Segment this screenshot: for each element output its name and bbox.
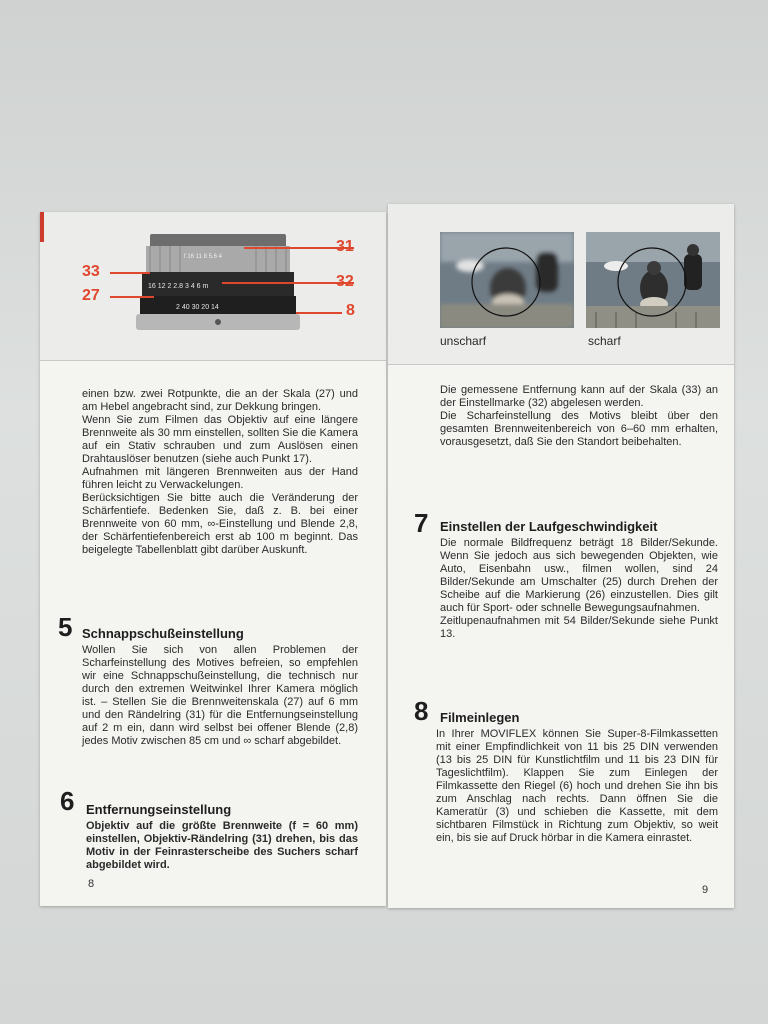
callout-31: 31 bbox=[336, 238, 354, 255]
photo-scharf bbox=[586, 232, 720, 328]
page-9 bbox=[388, 204, 734, 908]
illustration-band bbox=[40, 212, 386, 361]
photo-band bbox=[388, 204, 734, 365]
section-7-title: Einstellen der Laufgeschwindigkeit bbox=[440, 519, 658, 534]
caption-unscharf: unscharf bbox=[440, 334, 487, 348]
page8-intro-text: einen bzw. zwei Rotpunkte, die an der Skala (27) und am Hebel angebracht sind, zur Dekkung bringen. Wenn Sie zum Filmen das Objektiv auf eine längere Brennweite als 30 mm einstellen, sollten Sie die Kamera auf ein Stativ schrauben und zum Auslösen einen Drahtauslöser benutzen (siehe auch Punkt 17). Aufnahmen mit längeren Brennweiten aus der Hand führen leicht zu Verwackelungen. Berücksichtigen Sie bitte auch die Veränderung der Schärfentiefe. Bedenken Sie, daß z. B. bei einer Brennweite von 60 mm, ∞-Einstellung und Blende 2,8, der Schärfentiefenbereich erst ab 100 m beginnt. Das beigelegte Tabellenblatt gibt darüber Auskunft. bbox=[82, 388, 358, 556]
section-7-number: 7 bbox=[414, 508, 429, 538]
focal-scale-text: 16 12 2 2.8 3 4 6 m bbox=[148, 283, 209, 290]
caption-scharf: scharf bbox=[588, 334, 621, 348]
section-6-title: Entfernungseinstellung bbox=[86, 802, 232, 817]
section-5-text: Wollen Sie sich von allen Problemen der Scharfeinstellung des Motives befreien, so empfehlen wir eine Schnappschußeinstellung, die technisch nur durch den extremen Weitwinkel Ihrer Kamera möglich ist. – Stellen Sie die Brennweitenskala (27) auf 6 mm und den Rändelring (31) für die Entfernungseinstellung auf 2 m ein, dann wird selbst bei offener Blende (2,8) jedes Motiv zwischen 85 cm und ∞ scharf abgebildet. bbox=[82, 644, 358, 747]
callout-33: 33 bbox=[82, 263, 100, 280]
red-page-edge bbox=[40, 212, 44, 242]
page9-intro-text: Die gemessene Entfernung kann auf der Skala (33) an der Einstellmarke (32) abgelesen werden. Die Scharfeinstellung des Motivs bleibt über den gesamten Brennweitenbereich von 6–60 mm erhalten, vorausgesetzt, daß Sie den Standort beibehalten. bbox=[440, 384, 718, 448]
section-8-number: 8 bbox=[414, 696, 429, 726]
page-8 bbox=[40, 212, 386, 906]
section-7-text: Die normale Bildfrequenz beträgt 18 Bilder/Sekunde. Wenn Sie jedoch aus sich bewegenden Objekten, wie Auto, Eisenbahn usw., filmen wollen, sind 24 Bilder/Sekunde am Umschalter (25) durch Drehen der Scheibe auf die Markierung (26) einzustellen. Dies gilt auch für Sport- oder schnelle Bewegungsaufnahmen. Zeitlupenaufnahmen mit 54 Bilder/Sekunde siehe Punkt 13. bbox=[440, 537, 718, 640]
page-number-9: 9 bbox=[702, 884, 709, 896]
distance-scale-text: 2 40 30 20 14 bbox=[176, 304, 219, 311]
page-number-8: 8 bbox=[88, 878, 95, 890]
section-5-number: 5 bbox=[58, 612, 73, 642]
photo-unscharf bbox=[440, 232, 574, 328]
section-8-title: Filmeinlegen bbox=[440, 710, 520, 725]
aperture-scale-text: f 16 11 8 5.6 4 bbox=[184, 254, 222, 260]
callout-8: 8 bbox=[346, 302, 355, 319]
sharp-boat-photo bbox=[586, 232, 720, 328]
callout-32: 32 bbox=[336, 273, 354, 290]
section-6-text: Objektiv auf die größte Brennweite (f = 60 mm) einstellen, Objektiv-Rändelring (31) drehen, bis das Motiv in der Feinrasterscheibe des Suchers scharf abgebildet wird. bbox=[86, 820, 358, 871]
section-6-number: 6 bbox=[60, 786, 75, 816]
blurred-boat-photo bbox=[440, 232, 574, 328]
section-5-title: Schnappschußeinstellung bbox=[82, 626, 244, 641]
callout-27: 27 bbox=[82, 287, 100, 304]
section-8-text: In Ihrer MOVIFLEX können Sie Super-8-Filmkassetten mit einer Empfindlichkeit von 11 bis 25 DIN verwenden (13 bis 25 DIN für Kunstlichtfilm und 11 bis 23 DIN für Tageslichtfilm). Klappen Sie zum Einlegen der Filmkassette den Riegel (6) hoch und drehen Sie ihn bis zum Anschlag nach rechts. Dann öffnen Sie die Kameratür (3) und schieben die Kassette, mit dem sichtbaren Filmstück in Richtung zum Objektiv, so weit ein, bis sie auf Druck hörbar in die Kamera einrastet. bbox=[436, 728, 718, 844]
